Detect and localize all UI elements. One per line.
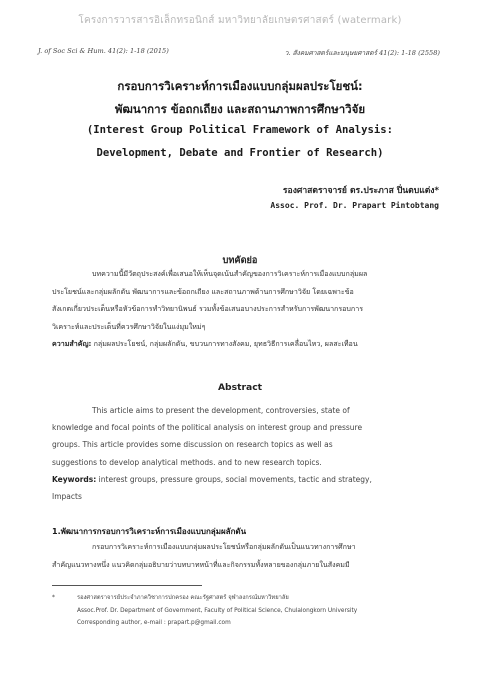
section1-heading: 1.พัฒนาการกรอบการวิเคราะห์การเมืองแบบกลุ่มผลักดัน (52, 527, 247, 536)
abstract-en-heading: Abstract (217, 382, 263, 393)
abstract-en-line: groups. This article provides some discussion on research topics as well as (52, 440, 333, 450)
abstract-en-body (52, 402, 437, 505)
title-th-line1: กรอบการวิเคราะห์การเมืองแบบกลุ่มผลประโยชน์: (117, 79, 363, 93)
abstract-th-line: วิเคราะห์และประเด็นที่ควรศึกษาวิจัยในแง่มุมใหม่ๆ (52, 321, 206, 331)
journal-header-en: J. of Soc Sci & Hum. 41(2): 1-18 (2015) (38, 47, 169, 55)
footnote-divider (52, 585, 202, 586)
abstract-th-line: ประโยชน์และกลุ่มผลักดัน พัฒนาการและข้อถกเถียง และสถานภาพด้านการศึกษาวิจัย โดยเฉพาะข้อ (52, 286, 354, 296)
keywords-en-text: interest groups, pressure groups, social movements, tactic and strategy, (98, 474, 372, 484)
section1-body (52, 538, 437, 573)
abstract-th-line: สังเกตเกี่ยวประเด็นหรือหัวข้อการทำวิทยานิพนธ์ รวมทั้งข้อเสนอบางประการสำหรับการพัฒนากรอบการ (52, 304, 364, 314)
abstract-en-line: suggestions to develop analytical methods. and to new research topics. (52, 457, 322, 467)
section1-line: กรอบการวิเคราะห์การเมืองแบบกลุ่มผลประโยชน์หรือกลุ่มผลักดันเป็นแนวทางการศึกษา (92, 542, 356, 551)
footnote-line-th: รองศาสตราจารย์ประจำภาควิชาการปกครอง คณะรัฐศาสตร์ จุฬาลงกรณ์มหาวิทยาลัย (77, 595, 289, 601)
keywords-th-label: ความสำคัญ: (52, 339, 92, 349)
footnote (52, 592, 452, 630)
footnote-mark: * (52, 595, 55, 601)
abstract-th-line: บทความนี้มีวัตถุประสงค์เพื่อเสนอให้เห็นจุดเน้นสำคัญของการวิเคราะห์การเมืองแบบกลุ่มผล (92, 269, 368, 278)
keywords-en-label: Keywords: (52, 474, 97, 484)
title-th-line2: พัฒนาการ ข้อถกเถียง และสถานภาพการศึกษาวิจัย (114, 102, 366, 116)
abstract-th-body (52, 265, 437, 353)
section1-line: สำคัญแนวทางหนึ่ง แนวคิดกลุ่มอธิบายว่าบทบาทหน้าที่และกิจกรรมทั้งหลายของกลุ่มภายในสังคมมี (52, 559, 350, 569)
keywords-en-continued: Impacts (52, 492, 82, 502)
keywords-th-text: กลุ่มผลประโยชน์, กลุ่มผลักดัน, ขบวนการทางสังคม, ยุทธวิธีการเคลื่อนไหว, ผลสะเทือน (93, 339, 358, 349)
author-name-en: Assoc. Prof. Dr. Prapart Pintobtang (270, 201, 439, 210)
footnote-line-email: Corresponding author, e-mail : prapart.p@gmail.com (77, 620, 231, 626)
keywords-th (52, 335, 437, 353)
journal-header-th: ว. สังคมศาสตร์และมนุษยศาสตร์ 41(2): 1-18 (2558) (284, 49, 440, 57)
abstract-en-line: This article aims to present the development, controversies, state of (92, 406, 350, 415)
title-en-line1: (Interest Group Political Framework of Analysis: (86, 124, 394, 136)
author-name-th: รองศาสตราจารย์ ดร.ประภาส ปิ่นตบแต่ง* (282, 186, 439, 196)
watermark: โครงการวารสารอิเล็กทรอนิกส์ มหาวิทยาลัยเกษตรศาสตร์ (watermark) (78, 15, 402, 26)
footnote-line-affiliation: Assoc.Prof. Dr. Department of Government, Faculty of Political Science, Chulalongkorn University (77, 607, 358, 614)
keywords-en (52, 471, 437, 488)
abstract-th-heading: บทคัดย่อ (222, 255, 258, 266)
abstract-en-line: knowledge and focal points of the political analysis on interest group and pressure (52, 423, 363, 433)
title-en-line2: Development, Debate and Frontier of Research) (96, 147, 384, 159)
